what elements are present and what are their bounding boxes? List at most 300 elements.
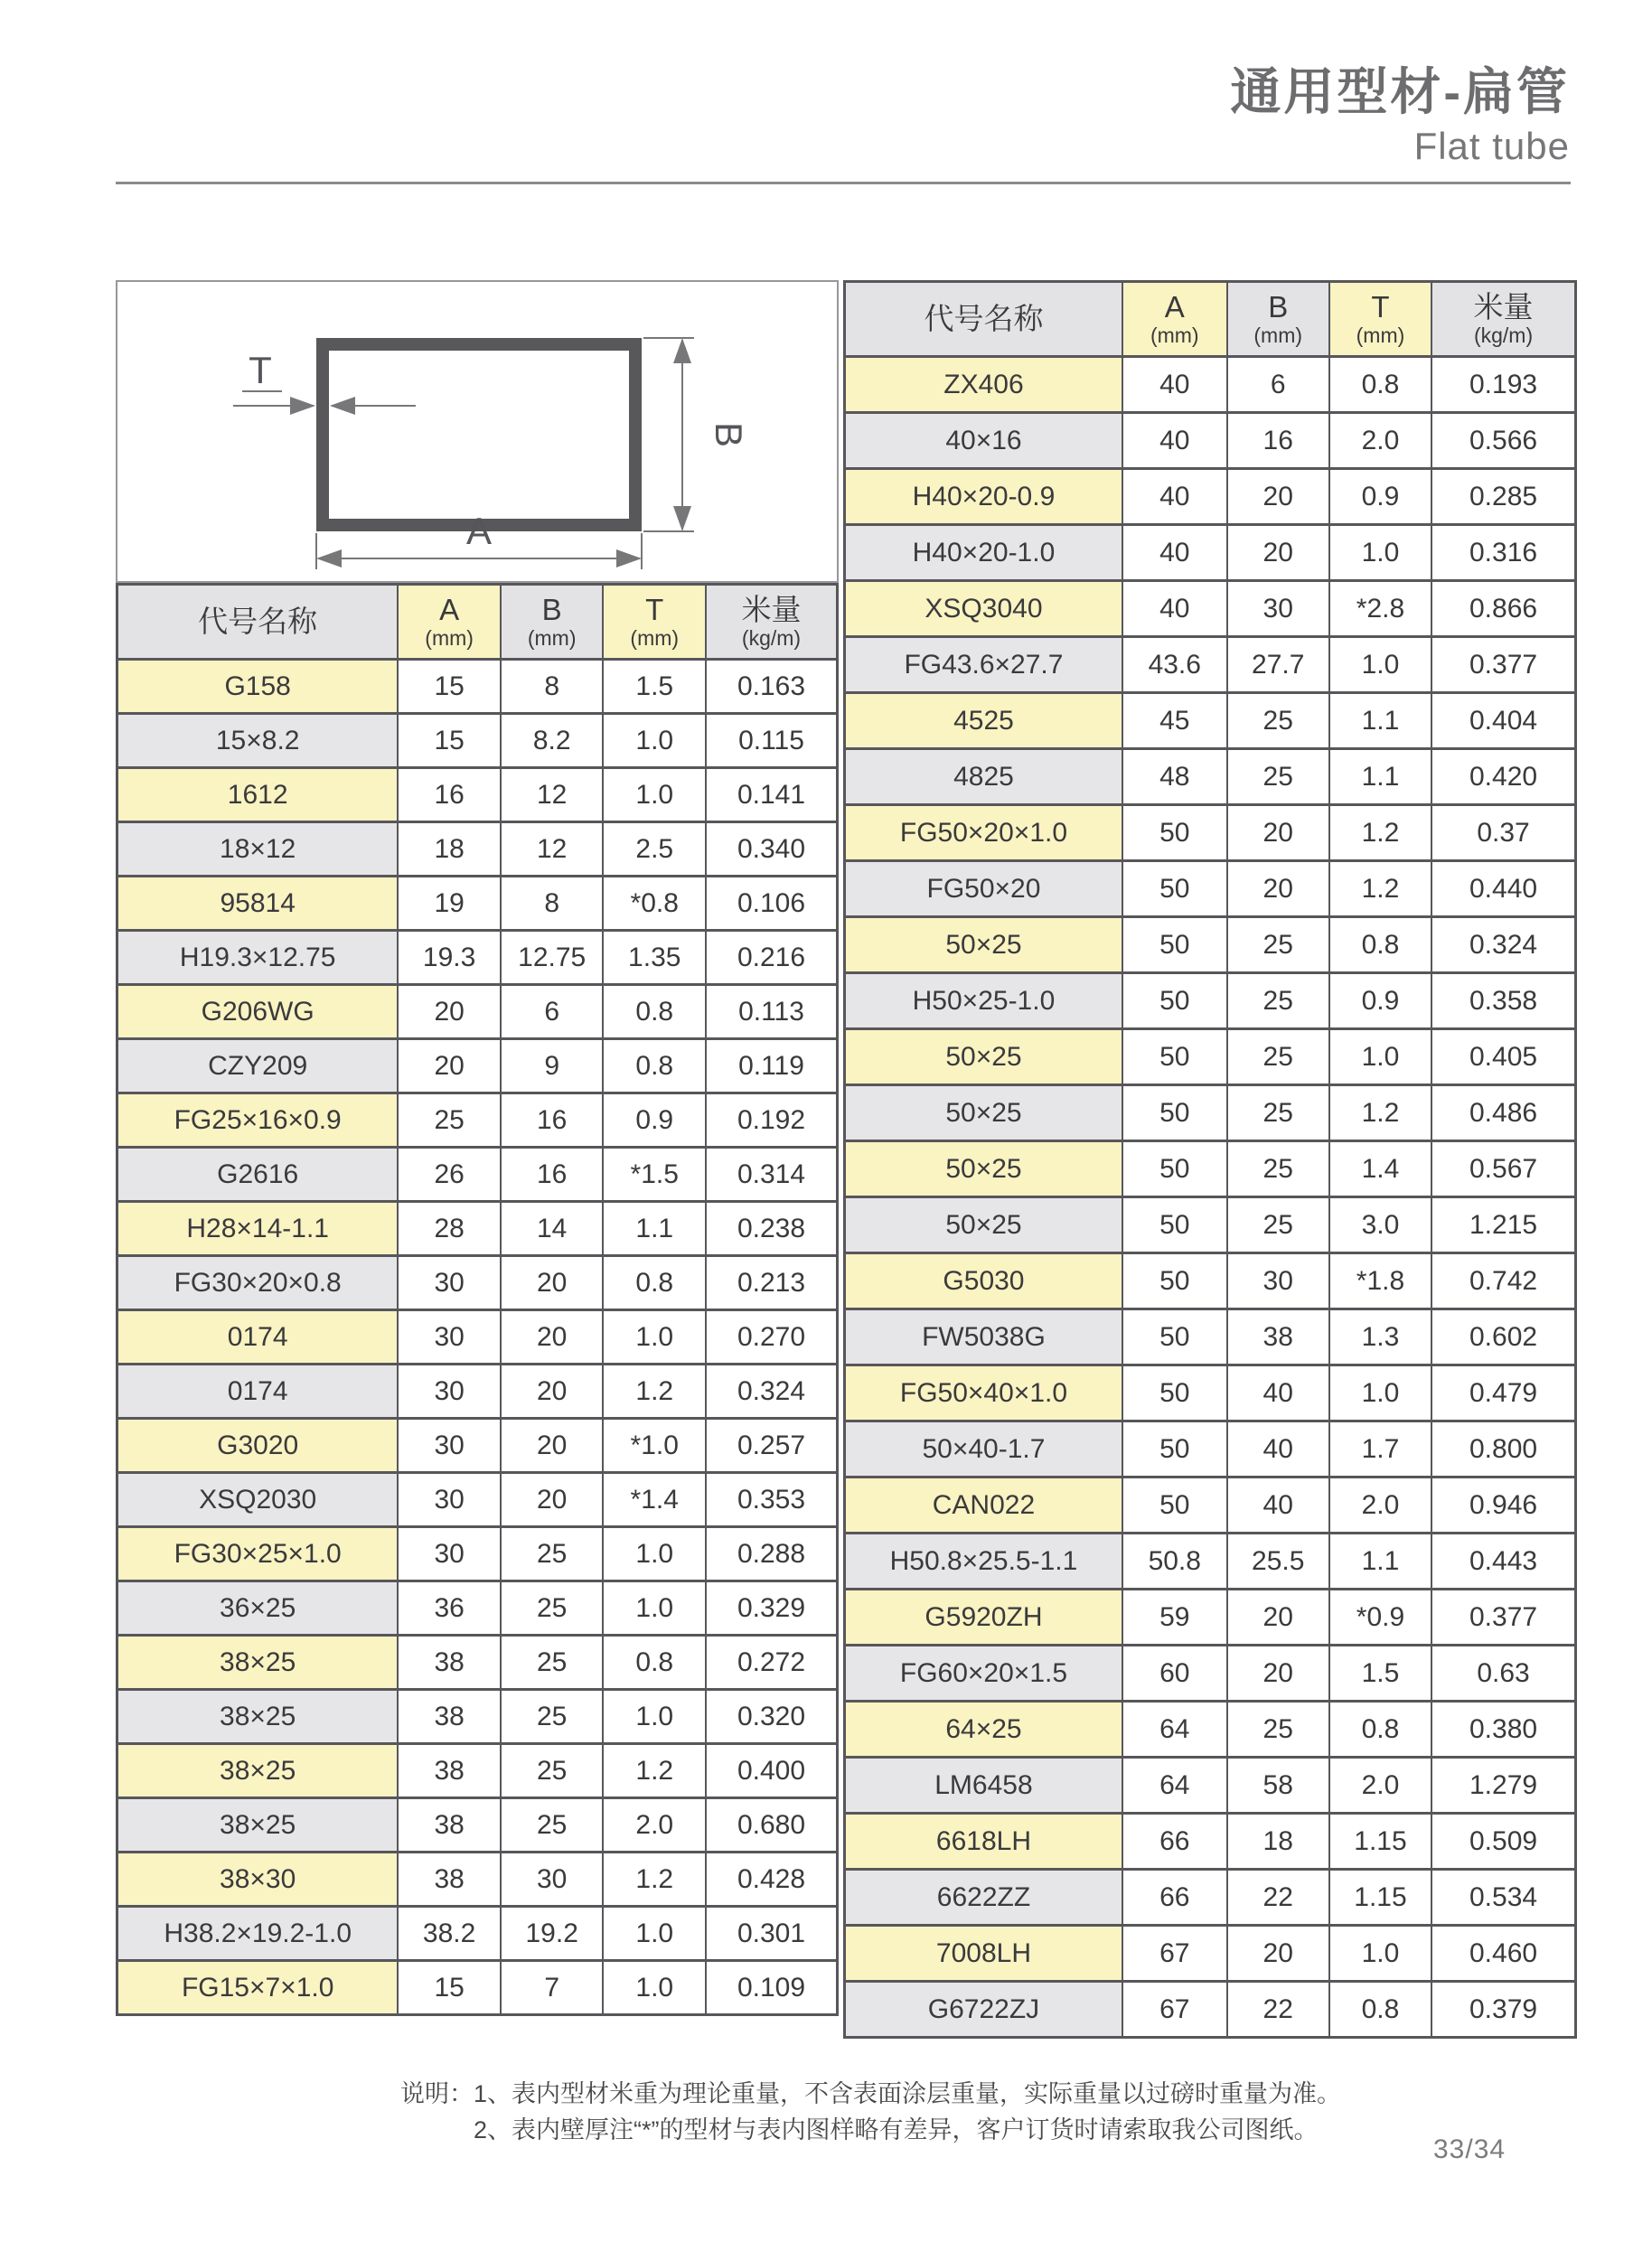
table-row bbox=[845, 1141, 1576, 1197]
value-cell: 0.380 bbox=[1431, 1702, 1575, 1758]
value-cell: 20 bbox=[1227, 1646, 1329, 1702]
profile-code-cell: FG43.6×27.7 bbox=[845, 637, 1122, 693]
value-cell: 1.15 bbox=[1329, 1870, 1431, 1926]
table-row bbox=[117, 714, 838, 768]
value-cell: 30 bbox=[398, 1256, 501, 1310]
profile-code-cell: 50×25 bbox=[845, 1197, 1122, 1253]
table-row bbox=[845, 805, 1576, 861]
value-cell: 48 bbox=[1122, 749, 1227, 805]
value-cell: 1.5 bbox=[1329, 1646, 1431, 1702]
value-cell: 0.8 bbox=[1329, 357, 1431, 413]
value-cell: 15 bbox=[398, 660, 501, 714]
profile-code-cell: G3020 bbox=[117, 1419, 399, 1473]
table-row bbox=[117, 768, 838, 822]
page-number: 33/34 bbox=[1433, 2134, 1507, 2164]
value-cell: 45 bbox=[1122, 693, 1227, 749]
value-cell: 0.37 bbox=[1431, 805, 1575, 861]
value-cell: 20 bbox=[501, 1310, 604, 1365]
table-row bbox=[117, 660, 838, 714]
value-cell: *1.4 bbox=[603, 1473, 706, 1527]
value-cell: 0.8 bbox=[603, 1039, 706, 1093]
profile-code-cell: FG60×20×1.5 bbox=[845, 1646, 1122, 1702]
table-row bbox=[845, 1534, 1576, 1590]
value-cell: 30 bbox=[398, 1365, 501, 1419]
value-cell: 0.9 bbox=[603, 1093, 706, 1148]
table-row bbox=[117, 822, 838, 877]
value-cell: 40 bbox=[1122, 413, 1227, 469]
profile-code-cell: H28×14-1.1 bbox=[117, 1202, 399, 1256]
value-cell: 66 bbox=[1122, 1870, 1227, 1926]
value-cell: 25 bbox=[1227, 973, 1329, 1029]
value-cell: 9 bbox=[501, 1039, 604, 1093]
profile-code-cell: 38×25 bbox=[117, 1636, 399, 1690]
value-cell: 0.8 bbox=[1329, 917, 1431, 973]
profile-code-cell: 6618LH bbox=[845, 1814, 1122, 1870]
profile-code-cell: 40×16 bbox=[845, 413, 1122, 469]
value-cell: 2.0 bbox=[1329, 1758, 1431, 1814]
value-cell: 25 bbox=[501, 1744, 604, 1798]
value-cell: 0.238 bbox=[706, 1202, 837, 1256]
table-row bbox=[845, 525, 1576, 581]
value-cell: 40 bbox=[1122, 581, 1227, 637]
value-cell: 1.0 bbox=[603, 1581, 706, 1636]
value-cell: 1.7 bbox=[1329, 1421, 1431, 1477]
value-cell: 0.400 bbox=[706, 1744, 837, 1798]
table-row bbox=[845, 413, 1576, 469]
value-cell: 0.567 bbox=[1431, 1141, 1575, 1197]
profile-code-cell: LM6458 bbox=[845, 1758, 1122, 1814]
value-cell: 38 bbox=[398, 1690, 501, 1744]
value-cell: 1.1 bbox=[1329, 693, 1431, 749]
profile-code-cell: 50×25 bbox=[845, 1085, 1122, 1141]
profile-code-cell: 38×25 bbox=[117, 1798, 399, 1853]
profile-code-cell: FG50×20 bbox=[845, 861, 1122, 917]
value-cell: 25 bbox=[1227, 1085, 1329, 1141]
value-cell: 50 bbox=[1122, 1253, 1227, 1309]
value-cell: 0.534 bbox=[1431, 1870, 1575, 1926]
value-cell: 0.9 bbox=[1329, 469, 1431, 525]
value-cell: 0.340 bbox=[706, 822, 837, 877]
table-row bbox=[117, 1310, 838, 1365]
value-cell: 2.0 bbox=[1329, 1477, 1431, 1534]
value-cell: 0.141 bbox=[706, 768, 837, 822]
col-header-weight: 米量 (kg/m) bbox=[1431, 282, 1575, 357]
profile-code-cell: G5030 bbox=[845, 1253, 1122, 1309]
value-cell: 1.3 bbox=[1329, 1309, 1431, 1365]
profile-code-cell: H50×25-1.0 bbox=[845, 973, 1122, 1029]
value-cell: 1.15 bbox=[1329, 1814, 1431, 1870]
value-cell: 0.566 bbox=[1431, 413, 1575, 469]
value-cell: 26 bbox=[398, 1148, 501, 1202]
table-row bbox=[117, 1527, 838, 1581]
value-cell: 0.115 bbox=[706, 714, 837, 768]
value-cell: 0.301 bbox=[706, 1907, 837, 1961]
value-cell: 0.119 bbox=[706, 1039, 837, 1093]
value-cell: 0.324 bbox=[706, 1365, 837, 1419]
value-cell: 0.320 bbox=[706, 1690, 837, 1744]
profile-code-cell: 7008LH bbox=[845, 1926, 1122, 1982]
value-cell: 50 bbox=[1122, 805, 1227, 861]
value-cell: 25.5 bbox=[1227, 1534, 1329, 1590]
value-cell: 16 bbox=[398, 768, 501, 822]
value-cell: 25 bbox=[1227, 1141, 1329, 1197]
value-cell: 1.0 bbox=[603, 1961, 706, 2015]
value-cell: 1.2 bbox=[1329, 805, 1431, 861]
value-cell: 67 bbox=[1122, 1926, 1227, 1982]
value-cell: 12.75 bbox=[501, 931, 604, 985]
value-cell: 1.0 bbox=[1329, 1926, 1431, 1982]
value-cell: 18 bbox=[398, 822, 501, 877]
value-cell: 40 bbox=[1227, 1421, 1329, 1477]
dimension-label-a: A bbox=[465, 510, 493, 552]
footnote-line-1: 说明：1、表内型材米重为理论重量，不含表面涂层重量，实际重量以过磅时重量为准。 bbox=[400, 2080, 1342, 2107]
value-cell: 0.216 bbox=[706, 931, 837, 985]
left-spec-table bbox=[116, 583, 839, 2016]
profile-code-cell: G206WG bbox=[117, 985, 399, 1039]
value-cell: 14 bbox=[501, 1202, 604, 1256]
value-cell: 40 bbox=[1122, 357, 1227, 413]
value-cell: 1.0 bbox=[603, 1690, 706, 1744]
table-header-row bbox=[117, 585, 838, 660]
value-cell: 19 bbox=[398, 877, 501, 931]
table-row bbox=[117, 1961, 838, 2015]
profile-code-cell: H19.3×12.75 bbox=[117, 931, 399, 985]
value-cell: 20 bbox=[398, 1039, 501, 1093]
value-cell: 0.109 bbox=[706, 1961, 837, 2015]
value-cell: 38.2 bbox=[398, 1907, 501, 1961]
value-cell: 0.440 bbox=[1431, 861, 1575, 917]
value-cell: 0.680 bbox=[706, 1798, 837, 1853]
value-cell: 30 bbox=[398, 1310, 501, 1365]
profile-code-cell: 15×8.2 bbox=[117, 714, 399, 768]
value-cell: 1.0 bbox=[1329, 1365, 1431, 1421]
value-cell: 3.0 bbox=[1329, 1197, 1431, 1253]
col-header-name: 代号名称 bbox=[845, 282, 1122, 357]
value-cell: 0.285 bbox=[1431, 469, 1575, 525]
table-row bbox=[845, 693, 1576, 749]
table-row bbox=[117, 1853, 838, 1907]
value-cell: 0.479 bbox=[1431, 1365, 1575, 1421]
value-cell: 1.0 bbox=[1329, 637, 1431, 693]
value-cell: 20 bbox=[398, 985, 501, 1039]
value-cell: 8 bbox=[501, 660, 604, 714]
table-row bbox=[845, 1758, 1576, 1814]
value-cell: 1.2 bbox=[603, 1853, 706, 1907]
value-cell: 0.272 bbox=[706, 1636, 837, 1690]
table-row bbox=[845, 637, 1576, 693]
value-cell: 36 bbox=[398, 1581, 501, 1636]
table-row bbox=[117, 877, 838, 931]
table-row bbox=[845, 1477, 1576, 1534]
footnotes bbox=[400, 2076, 1341, 2148]
profile-code-cell: 64×25 bbox=[845, 1702, 1122, 1758]
value-cell: 25 bbox=[1227, 693, 1329, 749]
value-cell: 0.63 bbox=[1431, 1646, 1575, 1702]
value-cell: 50.8 bbox=[1122, 1534, 1227, 1590]
value-cell: 30 bbox=[398, 1527, 501, 1581]
value-cell: 50 bbox=[1122, 1421, 1227, 1477]
value-cell: 7 bbox=[501, 1961, 604, 2015]
table-row bbox=[845, 1814, 1576, 1870]
value-cell: 0.8 bbox=[603, 985, 706, 1039]
value-cell: 2.0 bbox=[1329, 413, 1431, 469]
col-header-t: T (mm) bbox=[603, 585, 706, 660]
value-cell: 50 bbox=[1122, 1309, 1227, 1365]
profile-code-cell: FG15×7×1.0 bbox=[117, 1961, 399, 2015]
value-cell: 0.866 bbox=[1431, 581, 1575, 637]
profile-code-cell: ZX406 bbox=[845, 357, 1122, 413]
table-row bbox=[845, 357, 1576, 413]
value-cell: 0.486 bbox=[1431, 1085, 1575, 1141]
profile-code-cell: 50×40-1.7 bbox=[845, 1421, 1122, 1477]
value-cell: 19.2 bbox=[501, 1907, 604, 1961]
col-header-a: A (mm) bbox=[1122, 282, 1227, 357]
value-cell: 1.1 bbox=[1329, 1534, 1431, 1590]
profile-code-cell: 38×25 bbox=[117, 1690, 399, 1744]
table-row bbox=[117, 931, 838, 985]
value-cell: 15 bbox=[398, 1961, 501, 2015]
table-row bbox=[845, 1365, 1576, 1421]
value-cell: 0.428 bbox=[706, 1853, 837, 1907]
profile-code-cell: 38×30 bbox=[117, 1853, 399, 1907]
value-cell: 0.420 bbox=[1431, 749, 1575, 805]
value-cell: 25 bbox=[1227, 1702, 1329, 1758]
profile-code-cell: G5920ZH bbox=[845, 1590, 1122, 1646]
table-row bbox=[845, 1870, 1576, 1926]
value-cell: *2.8 bbox=[1329, 581, 1431, 637]
value-cell: 25 bbox=[501, 1581, 604, 1636]
profile-code-cell: H50.8×25.5-1.1 bbox=[845, 1534, 1122, 1590]
value-cell: 20 bbox=[1227, 1590, 1329, 1646]
value-cell: 1.1 bbox=[1329, 749, 1431, 805]
table-row bbox=[117, 1581, 838, 1636]
table-row bbox=[845, 1029, 1576, 1085]
value-cell: 58 bbox=[1227, 1758, 1329, 1814]
left-column bbox=[116, 280, 839, 2016]
value-cell: 0.257 bbox=[706, 1419, 837, 1473]
value-cell: 28 bbox=[398, 1202, 501, 1256]
value-cell: 25 bbox=[1227, 917, 1329, 973]
dimension-label-t: T bbox=[249, 349, 272, 391]
table-row bbox=[845, 973, 1576, 1029]
value-cell: 0.8 bbox=[1329, 1982, 1431, 2038]
table-row bbox=[117, 1419, 838, 1473]
table-row bbox=[117, 1798, 838, 1853]
value-cell: 0.377 bbox=[1431, 1590, 1575, 1646]
value-cell: 25 bbox=[501, 1690, 604, 1744]
value-cell: 1.0 bbox=[1329, 525, 1431, 581]
value-cell: 27.7 bbox=[1227, 637, 1329, 693]
col-header-b: B (mm) bbox=[501, 585, 604, 660]
value-cell: 0.163 bbox=[706, 660, 837, 714]
value-cell: 25 bbox=[1227, 749, 1329, 805]
table-row bbox=[117, 1473, 838, 1527]
value-cell: 1.2 bbox=[1329, 861, 1431, 917]
value-cell: 0.270 bbox=[706, 1310, 837, 1365]
value-cell: 0.946 bbox=[1431, 1477, 1575, 1534]
value-cell: 38 bbox=[1227, 1309, 1329, 1365]
value-cell: 60 bbox=[1122, 1646, 1227, 1702]
value-cell: 25 bbox=[1227, 1197, 1329, 1253]
table-header-row bbox=[845, 282, 1576, 357]
profile-code-cell: XSQ3040 bbox=[845, 581, 1122, 637]
profile-code-cell: FG30×25×1.0 bbox=[117, 1527, 399, 1581]
value-cell: 38 bbox=[398, 1798, 501, 1853]
value-cell: 0.379 bbox=[1431, 1982, 1575, 2038]
value-cell: 2.5 bbox=[603, 822, 706, 877]
table-row bbox=[845, 1646, 1576, 1702]
value-cell: 0.9 bbox=[1329, 973, 1431, 1029]
value-cell: 1.5 bbox=[603, 660, 706, 714]
profile-code-cell: G6722ZJ bbox=[845, 1982, 1122, 2038]
value-cell: 0.742 bbox=[1431, 1253, 1575, 1309]
value-cell: 30 bbox=[1227, 581, 1329, 637]
profile-code-cell: 4525 bbox=[845, 693, 1122, 749]
value-cell: 20 bbox=[1227, 469, 1329, 525]
table-row bbox=[845, 749, 1576, 805]
value-cell: 0.193 bbox=[1431, 357, 1575, 413]
value-cell: 25 bbox=[501, 1636, 604, 1690]
value-cell: *1.8 bbox=[1329, 1253, 1431, 1309]
value-cell: *0.9 bbox=[1329, 1590, 1431, 1646]
value-cell: 59 bbox=[1122, 1590, 1227, 1646]
value-cell: 0.329 bbox=[706, 1581, 837, 1636]
col-header-b: B (mm) bbox=[1227, 282, 1329, 357]
profile-code-cell: 38×25 bbox=[117, 1744, 399, 1798]
header-divider bbox=[116, 182, 1571, 184]
value-cell: 1.2 bbox=[603, 1744, 706, 1798]
profile-code-cell: G2616 bbox=[117, 1148, 399, 1202]
page-subtitle: Flat tube bbox=[1413, 125, 1570, 167]
table-row bbox=[845, 1982, 1576, 2038]
value-cell: 66 bbox=[1122, 1814, 1227, 1870]
table-row bbox=[117, 1636, 838, 1690]
value-cell: 1.2 bbox=[603, 1365, 706, 1419]
value-cell: 0.377 bbox=[1431, 637, 1575, 693]
profile-code-cell: 18×12 bbox=[117, 822, 399, 877]
profile-code-cell: FG25×16×0.9 bbox=[117, 1093, 399, 1148]
value-cell: 25 bbox=[501, 1798, 604, 1853]
table-row bbox=[117, 1256, 838, 1310]
value-cell: 12 bbox=[501, 768, 604, 822]
tube-diagram-svg bbox=[117, 282, 837, 581]
profile-code-cell: FG50×20×1.0 bbox=[845, 805, 1122, 861]
value-cell: 20 bbox=[1227, 525, 1329, 581]
table-row bbox=[845, 581, 1576, 637]
value-cell: 30 bbox=[398, 1473, 501, 1527]
value-cell: 19.3 bbox=[398, 931, 501, 985]
col-header-weight: 米量 (kg/m) bbox=[706, 585, 837, 660]
value-cell: 15 bbox=[398, 714, 501, 768]
profile-code-cell: CAN022 bbox=[845, 1477, 1122, 1534]
profile-code-cell: 50×25 bbox=[845, 1141, 1122, 1197]
value-cell: 8 bbox=[501, 877, 604, 931]
value-cell: 30 bbox=[398, 1419, 501, 1473]
value-cell: 20 bbox=[1227, 805, 1329, 861]
profile-code-cell: 50×25 bbox=[845, 917, 1122, 973]
value-cell: 0.404 bbox=[1431, 693, 1575, 749]
value-cell: 50 bbox=[1122, 1197, 1227, 1253]
value-cell: 38 bbox=[398, 1636, 501, 1690]
value-cell: *1.5 bbox=[603, 1148, 706, 1202]
profile-code-cell: 6622ZZ bbox=[845, 1870, 1122, 1926]
value-cell: 1.0 bbox=[603, 768, 706, 822]
profile-code-cell: H40×20-1.0 bbox=[845, 525, 1122, 581]
table-row bbox=[845, 1590, 1576, 1646]
value-cell: 0.800 bbox=[1431, 1421, 1575, 1477]
value-cell: *1.0 bbox=[603, 1419, 706, 1473]
value-cell: *0.8 bbox=[603, 877, 706, 931]
profile-code-cell: 1612 bbox=[117, 768, 399, 822]
col-header-name: 代号名称 bbox=[117, 585, 399, 660]
value-cell: 2.0 bbox=[603, 1798, 706, 1853]
value-cell: 0.316 bbox=[1431, 525, 1575, 581]
value-cell: 30 bbox=[1227, 1253, 1329, 1309]
value-cell: 25 bbox=[501, 1527, 604, 1581]
profile-code-cell: G158 bbox=[117, 660, 399, 714]
value-cell: 0.8 bbox=[603, 1636, 706, 1690]
value-cell: 20 bbox=[501, 1256, 604, 1310]
value-cell: 12 bbox=[501, 822, 604, 877]
value-cell: 1.4 bbox=[1329, 1141, 1431, 1197]
value-cell: 30 bbox=[501, 1853, 604, 1907]
value-cell: 20 bbox=[1227, 861, 1329, 917]
value-cell: 0.8 bbox=[1329, 1702, 1431, 1758]
value-cell: 50 bbox=[1122, 1085, 1227, 1141]
value-cell: 20 bbox=[501, 1473, 604, 1527]
right-spec-table bbox=[843, 280, 1577, 2039]
value-cell: 1.0 bbox=[603, 714, 706, 768]
value-cell: 0.602 bbox=[1431, 1309, 1575, 1365]
table-row bbox=[845, 1926, 1576, 1982]
table-row bbox=[845, 1421, 1576, 1477]
table-row bbox=[845, 1085, 1576, 1141]
value-cell: 0.358 bbox=[1431, 973, 1575, 1029]
value-cell: 40 bbox=[1122, 469, 1227, 525]
table-row bbox=[845, 1197, 1576, 1253]
col-header-a: A (mm) bbox=[398, 585, 501, 660]
value-cell: 50 bbox=[1122, 1141, 1227, 1197]
value-cell: 22 bbox=[1227, 1982, 1329, 2038]
table-row bbox=[117, 1202, 838, 1256]
value-cell: 50 bbox=[1122, 1365, 1227, 1421]
value-cell: 1.2 bbox=[1329, 1085, 1431, 1141]
table-row bbox=[117, 1148, 838, 1202]
value-cell: 22 bbox=[1227, 1870, 1329, 1926]
value-cell: 1.0 bbox=[603, 1527, 706, 1581]
value-cell: 25 bbox=[398, 1093, 501, 1148]
value-cell: 40 bbox=[1122, 525, 1227, 581]
value-cell: 18 bbox=[1227, 1814, 1329, 1870]
profile-code-cell: 4825 bbox=[845, 749, 1122, 805]
dimension-label-b: B bbox=[708, 421, 750, 448]
table-row bbox=[117, 1093, 838, 1148]
value-cell: 0.288 bbox=[706, 1527, 837, 1581]
table-row bbox=[117, 985, 838, 1039]
value-cell: 1.279 bbox=[1431, 1758, 1575, 1814]
value-cell: 0.213 bbox=[706, 1256, 837, 1310]
profile-code-cell: FW5038G bbox=[845, 1309, 1122, 1365]
value-cell: 38 bbox=[398, 1853, 501, 1907]
value-cell: 50 bbox=[1122, 973, 1227, 1029]
profile-code-cell: XSQ2030 bbox=[117, 1473, 399, 1527]
page-title: 通用型材-扁管 bbox=[1230, 63, 1570, 120]
value-cell: 38 bbox=[398, 1744, 501, 1798]
value-cell: 1.1 bbox=[603, 1202, 706, 1256]
value-cell: 0.324 bbox=[1431, 917, 1575, 973]
value-cell: 1.215 bbox=[1431, 1197, 1575, 1253]
col-header-t: T (mm) bbox=[1329, 282, 1431, 357]
